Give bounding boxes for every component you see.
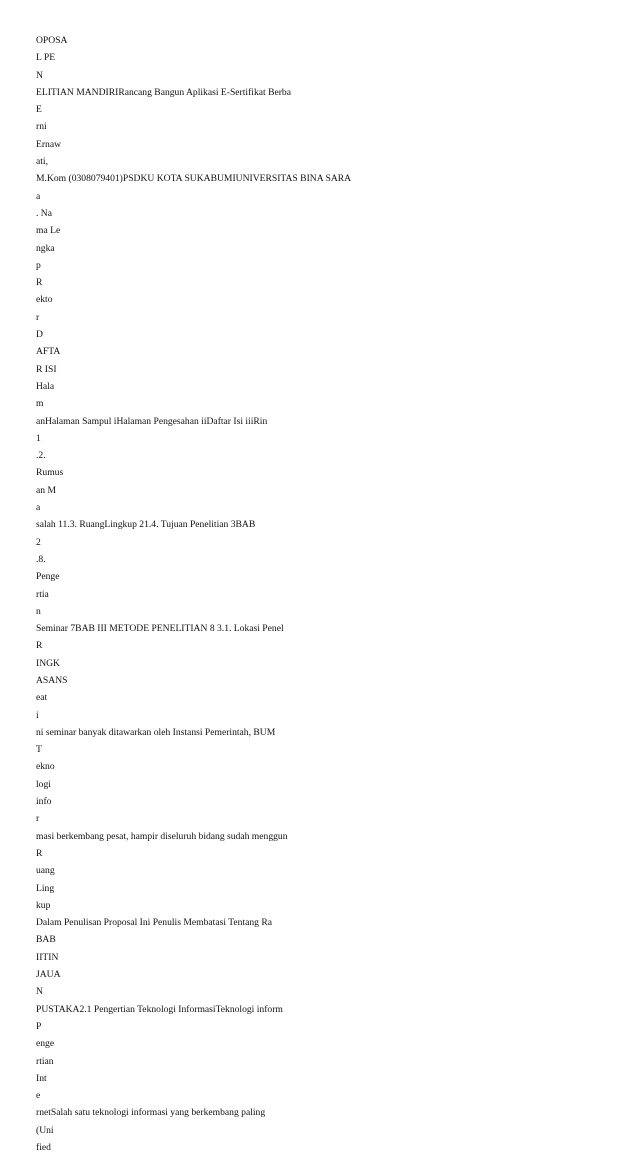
text-line: R ISI: [36, 363, 57, 375]
document-page: [36, 32, 596, 1156]
text-line: OPOSA: [36, 35, 68, 46]
text-line: R: [36, 640, 43, 652]
text-line: JAUA: [36, 969, 61, 981]
text-line: E: [36, 104, 42, 116]
text-line: N: [36, 986, 43, 998]
text-line: masi berkembang pesat, hampir diseluruh bidang sudah menggun: [36, 830, 288, 842]
text-line: r: [36, 813, 40, 825]
text-line: fied: [36, 1142, 51, 1153]
text-line: T: [36, 744, 42, 756]
text-line: (Uni: [36, 1124, 54, 1136]
text-line: n: [36, 605, 41, 617]
text-line: PUSTAKA2.1 Pengertian Teknologi InformasiTeknologi inform: [36, 1003, 283, 1015]
text-line: N: [36, 69, 43, 81]
text-line: ma Le: [36, 225, 61, 237]
text-line: Rumus: [36, 467, 64, 479]
text-line: INGK: [36, 657, 60, 669]
text-line: ekno: [36, 761, 55, 773]
text-line: rtia: [36, 588, 49, 600]
text-line: 2: [36, 536, 41, 548]
text-line: salah 11.3. RuangLingkup 21.4. Tujuan Penelitian 3BAB: [36, 519, 256, 531]
text-line: Hala: [36, 380, 55, 392]
text-line: a: [36, 502, 41, 514]
text-line: rnetSalah satu teknologi informasi yang berkembang paling: [36, 1107, 266, 1119]
text-line: .2.: [36, 450, 46, 462]
text-line: ELITIAN MANDIRIRancang Bangun Aplikasi E-Sertifikat Berba: [36, 86, 291, 98]
text-line: Dalam Penulisan Proposal Ini Penulis Membatasi Tentang Ra: [36, 917, 273, 929]
text-line: anHalaman Sampul iHalaman Pengesahan iiDaftar Isi iiiRin: [36, 415, 268, 427]
text-line: uang: [36, 865, 55, 877]
text-line: Penge: [36, 571, 60, 583]
text-line: logi: [36, 778, 51, 790]
text-line: eat: [36, 692, 48, 704]
text-line: .8.: [36, 553, 46, 565]
text-line: ati,: [36, 156, 48, 168]
text-line: an M: [36, 484, 56, 496]
text-line: P: [36, 1020, 42, 1032]
text-line: r: [36, 311, 40, 323]
text-line: 1: [36, 432, 41, 444]
text-line: IITIN: [36, 951, 59, 963]
text-line: m: [36, 398, 44, 410]
text-line: info: [36, 796, 52, 808]
text-line: R: [36, 277, 43, 289]
text-line: a: [36, 190, 41, 202]
text-line: kup: [36, 899, 51, 911]
text-line: Ling: [36, 882, 55, 894]
text-line: rtian: [36, 1055, 54, 1067]
text-line: AFTA: [36, 346, 61, 358]
text-line: M.Kom (0308079401)PSDKU KOTA SUKABUMIUNIVERSITAS BINA SARA: [36, 173, 352, 185]
text-line: i: [36, 709, 39, 721]
text-line: . Na: [36, 207, 52, 219]
text-line: D: [36, 329, 43, 341]
text-line: rni: [36, 121, 47, 133]
text-line: e: [36, 1090, 41, 1102]
text-line: p: [36, 259, 41, 271]
text-line: ni seminar banyak ditawarkan oleh Instansi Pemerintah, BUM: [36, 726, 276, 738]
text-line: Ernaw: [36, 138, 62, 150]
text-line: BAB: [36, 934, 56, 946]
text-line: ngka: [36, 242, 55, 254]
text-line: ekto: [36, 294, 53, 306]
text-line: enge: [36, 1038, 55, 1050]
text-line: L PE: [36, 52, 56, 64]
text-line: ASANS: [36, 674, 68, 686]
text-line: R: [36, 847, 43, 859]
text-line: Int: [36, 1072, 47, 1084]
text-line: Seminar 7BAB III METODE PENELITIAN 8 3.1. Lokasi Penel: [36, 623, 284, 635]
